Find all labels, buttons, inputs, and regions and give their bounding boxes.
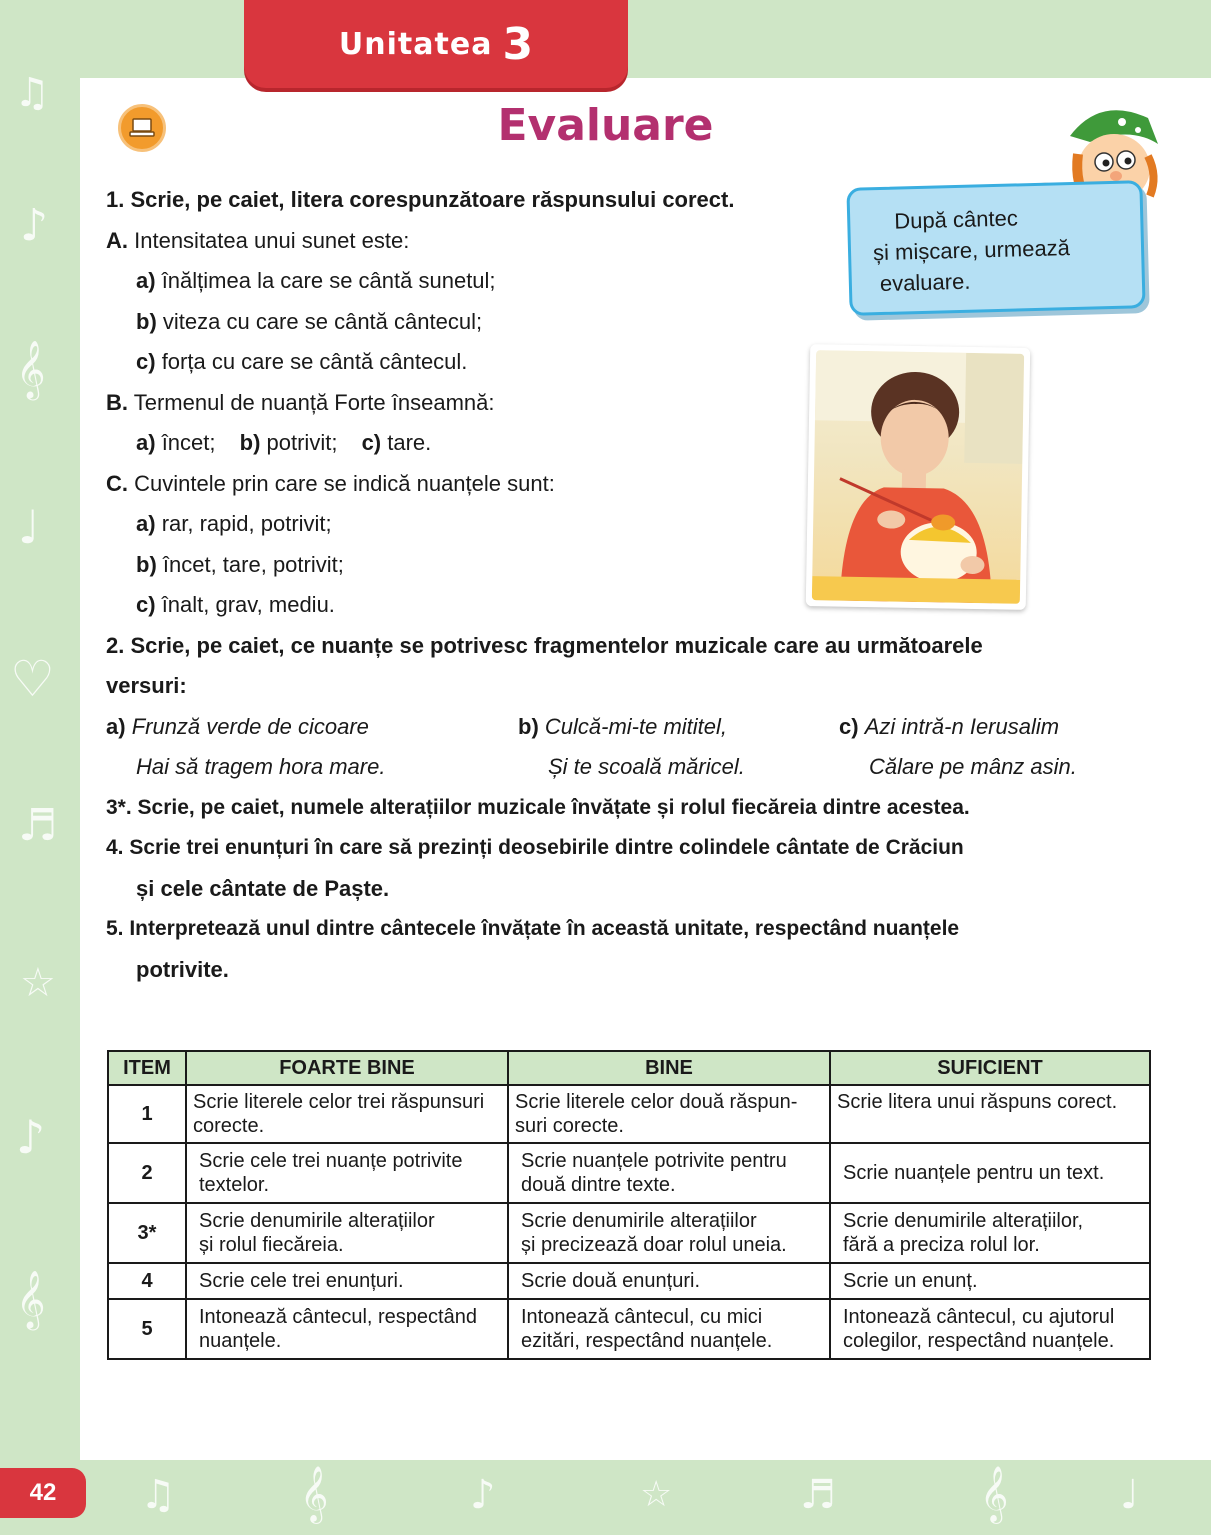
treble-clef-icon: 𝄞 — [16, 340, 46, 398]
table-cell — [186, 1263, 508, 1299]
option-letter: b) — [239, 430, 261, 455]
music-note-icon: ♫ — [14, 70, 50, 116]
treble-clef-icon: 𝄞 — [980, 1466, 1009, 1522]
table-row — [108, 1143, 1150, 1203]
option — [106, 342, 1166, 383]
question-label: C. — [106, 470, 128, 496]
music-note-icon: ♫ — [140, 1472, 176, 1518]
table-cell — [186, 1143, 508, 1203]
unit-number: 3 — [502, 18, 534, 70]
verse-line: Și te scoală măricel. — [548, 754, 745, 779]
question-label: A. — [106, 227, 128, 253]
table-cell: 1 — [108, 1085, 186, 1143]
table-cell: 4 — [108, 1263, 186, 1299]
option-letter: b) — [136, 308, 157, 334]
option-letter: a) — [136, 430, 156, 455]
table-cell — [186, 1085, 508, 1143]
exercise-2-prompt: 2. Scrie, pe caiet, ce nuanțe se potrivesc fragmentelor muzicale care au următoarele — [106, 632, 983, 658]
table-cell — [830, 1263, 1150, 1299]
cell-line: suri corecte. — [515, 1115, 624, 1137]
column-header: ITEM — [108, 1051, 186, 1085]
option — [106, 504, 1166, 545]
table-cell — [186, 1203, 508, 1263]
option-text: potrivit; — [266, 430, 338, 455]
option-text: înalt, grav, mediu. — [161, 592, 335, 617]
option-text: încet; — [161, 430, 216, 455]
table-cell — [830, 1143, 1150, 1203]
evaluation-table — [107, 1050, 1151, 1360]
decorative-frame-left — [0, 0, 80, 1535]
page-number: 42 — [0, 1468, 86, 1518]
cell-line: Scrie două enunțuri. — [521, 1270, 701, 1292]
cell-line: Intonează cântecul, cu mici — [521, 1306, 763, 1328]
cell-line: și rolul fiecăreia. — [199, 1234, 344, 1256]
verse-line: Călare pe mânz asin. — [869, 754, 1077, 779]
option — [106, 302, 1166, 343]
cell-line: și precizează doar rolul uneia. — [521, 1234, 787, 1256]
cell-line: Scrie nuanțele pentru un text. — [843, 1162, 1105, 1184]
heart-icon: ♡ — [10, 650, 55, 708]
table-row — [108, 1085, 1150, 1143]
music-note-icon: ♬ — [800, 1472, 836, 1518]
music-note-icon: ♩ — [18, 500, 40, 554]
verse-letter: c) — [839, 713, 859, 739]
decorative-frame-bottom — [0, 1460, 1211, 1535]
star-icon: ☆ — [640, 1474, 673, 1515]
cell-line: Scrie litera unui răspuns corect. — [837, 1091, 1118, 1113]
table-cell — [508, 1263, 830, 1299]
cell-line: Scrie denumirile alterațiilor — [521, 1210, 757, 1232]
option-letter: a) — [136, 511, 156, 536]
column-header: SUFICIENT — [830, 1051, 1150, 1085]
question-text: Cuvintele prin care se indică nuanțele sunt: — [134, 470, 555, 496]
music-note-icon: ♪ — [16, 1110, 46, 1164]
option-letter: b) — [136, 551, 157, 577]
exercise-1-prompt: 1. Scrie, pe caiet, litera corespunzătoare răspunsului corect. — [106, 187, 735, 212]
cell-line: două dintre texte. — [521, 1174, 676, 1196]
verse-line: Culcă-mi-te mititel, — [544, 713, 728, 739]
option — [106, 585, 1166, 626]
cell-line: Scrie cele trei enunțuri. — [199, 1270, 404, 1292]
cell-line: Scrie cele trei nuanțe potrivite — [199, 1150, 463, 1172]
exercises-block — [106, 180, 1166, 990]
option-letter: c) — [136, 349, 156, 374]
cell-line: Scrie literele celor două răspun- — [515, 1091, 798, 1113]
option-text: înălțimea la care se cântă sunetul; — [161, 268, 496, 293]
option — [106, 545, 1166, 586]
page-title: Evaluare — [497, 100, 714, 151]
table-cell — [508, 1203, 830, 1263]
cell-line: Scrie nuanțele potrivite pentru — [521, 1150, 787, 1172]
table-row — [108, 1299, 1150, 1359]
table-cell — [508, 1085, 830, 1143]
cell-line: textelor. — [199, 1174, 270, 1196]
cell-line: Scrie un enunț. — [843, 1270, 978, 1292]
cell-line: ezitări, respectând nuanțele. — [521, 1330, 773, 1352]
table-cell: 5 — [108, 1299, 186, 1359]
table-row — [108, 1263, 1150, 1299]
bubble-line: După cântec — [893, 205, 1019, 234]
option — [106, 261, 1166, 302]
verse-letter: b) — [518, 713, 539, 739]
treble-clef-icon: 𝄞 — [16, 1270, 46, 1328]
verse-line: Hai să tragem hora mare. — [136, 754, 386, 779]
exercise-5: 5. Interpretează unul dintre cântecele învățate în această unitate, respectând nuanțele — [106, 917, 960, 940]
exercise-5-cont: potrivite. — [136, 956, 229, 982]
table-header-row — [108, 1051, 1150, 1085]
exercise-2-prompt-cont: versuri: — [106, 673, 187, 698]
table-cell — [186, 1299, 508, 1359]
option-text: forța cu care se cântă cântecul. — [161, 349, 468, 374]
question-c — [106, 464, 1166, 505]
unit-tab — [244, 0, 628, 88]
cell-line: Scrie denumirile alterațiilor, — [843, 1210, 1084, 1232]
table-cell: 2 — [108, 1143, 186, 1203]
star-icon: ☆ — [20, 960, 56, 1006]
question-text: Termenul de nuanță Forte înseamnă: — [133, 389, 495, 415]
music-note-icon: ♬ — [18, 800, 58, 851]
cell-line: fără a preciza rolul lor. — [843, 1234, 1040, 1256]
cell-line: corecte. — [193, 1115, 265, 1137]
question-a — [106, 221, 1166, 262]
table-cell — [508, 1299, 830, 1359]
table-cell — [830, 1299, 1150, 1359]
option-letter: c) — [136, 592, 156, 617]
exercise-4: 4. Scrie trei enunțuri în care să prezinți deosebirile dintre colindele cântate de Crăciun — [106, 836, 964, 859]
table-cell — [830, 1085, 1150, 1143]
music-note-icon: ♪ — [470, 1472, 496, 1518]
cell-line: Scrie literele celor trei răspunsuri — [193, 1091, 485, 1113]
cell-line: nuanțele. — [199, 1330, 282, 1352]
option-letter: c) — [361, 430, 382, 455]
question-text: Intensitatea unui sunet este: — [134, 227, 410, 253]
table-cell — [830, 1203, 1150, 1263]
column-header: BINE — [508, 1051, 830, 1085]
option-text: tare. — [387, 430, 432, 455]
column-header: FOARTE BINE — [186, 1051, 508, 1085]
option-text: încet, tare, potrivit; — [162, 551, 344, 577]
music-note-icon: ♪ — [20, 200, 49, 251]
verse-a — [106, 707, 385, 788]
verses-row — [106, 707, 1166, 788]
option-letter: a) — [136, 268, 156, 293]
verse-letter: a) — [106, 713, 126, 739]
bubble-line: și mișcare, urmează — [872, 235, 1071, 266]
bubble-line: evaluare. — [879, 268, 971, 297]
cell-line: Scrie denumirile alterațiilor — [199, 1210, 435, 1232]
option-text: viteza cu care se cântă cântecul; — [162, 308, 483, 334]
unit-label: Unitatea — [338, 26, 493, 62]
treble-clef-icon: 𝄞 — [300, 1466, 329, 1522]
question-b — [106, 383, 1166, 424]
verse-line: Azi intră-n Ierusalim — [864, 713, 1060, 739]
table-row — [108, 1203, 1150, 1263]
cell-line: Intonează cântecul, cu ajutorul — [843, 1306, 1115, 1328]
question-label: B. — [106, 389, 128, 415]
cell-line: Intonează cântecul, respectând — [199, 1306, 477, 1328]
music-note-icon: ♩ — [1120, 1472, 1139, 1518]
cell-line: colegilor, respectând nuanțele. — [843, 1330, 1115, 1352]
table-cell: 3* — [108, 1203, 186, 1263]
table-cell — [508, 1143, 830, 1203]
verse-c — [839, 707, 1077, 788]
exercise-3: 3*. Scrie, pe caiet, numele alterațiilor muzicale învățate și rolul fiecăreia dintre acestea. — [106, 795, 970, 819]
option-text: rar, rapid, potrivit; — [161, 511, 332, 536]
option-row — [106, 423, 1166, 464]
verse-b — [518, 707, 745, 788]
verse-line: Frunză verde de cicoare — [131, 713, 369, 739]
exercise-4-cont: și cele cântate de Paște. — [136, 875, 390, 901]
